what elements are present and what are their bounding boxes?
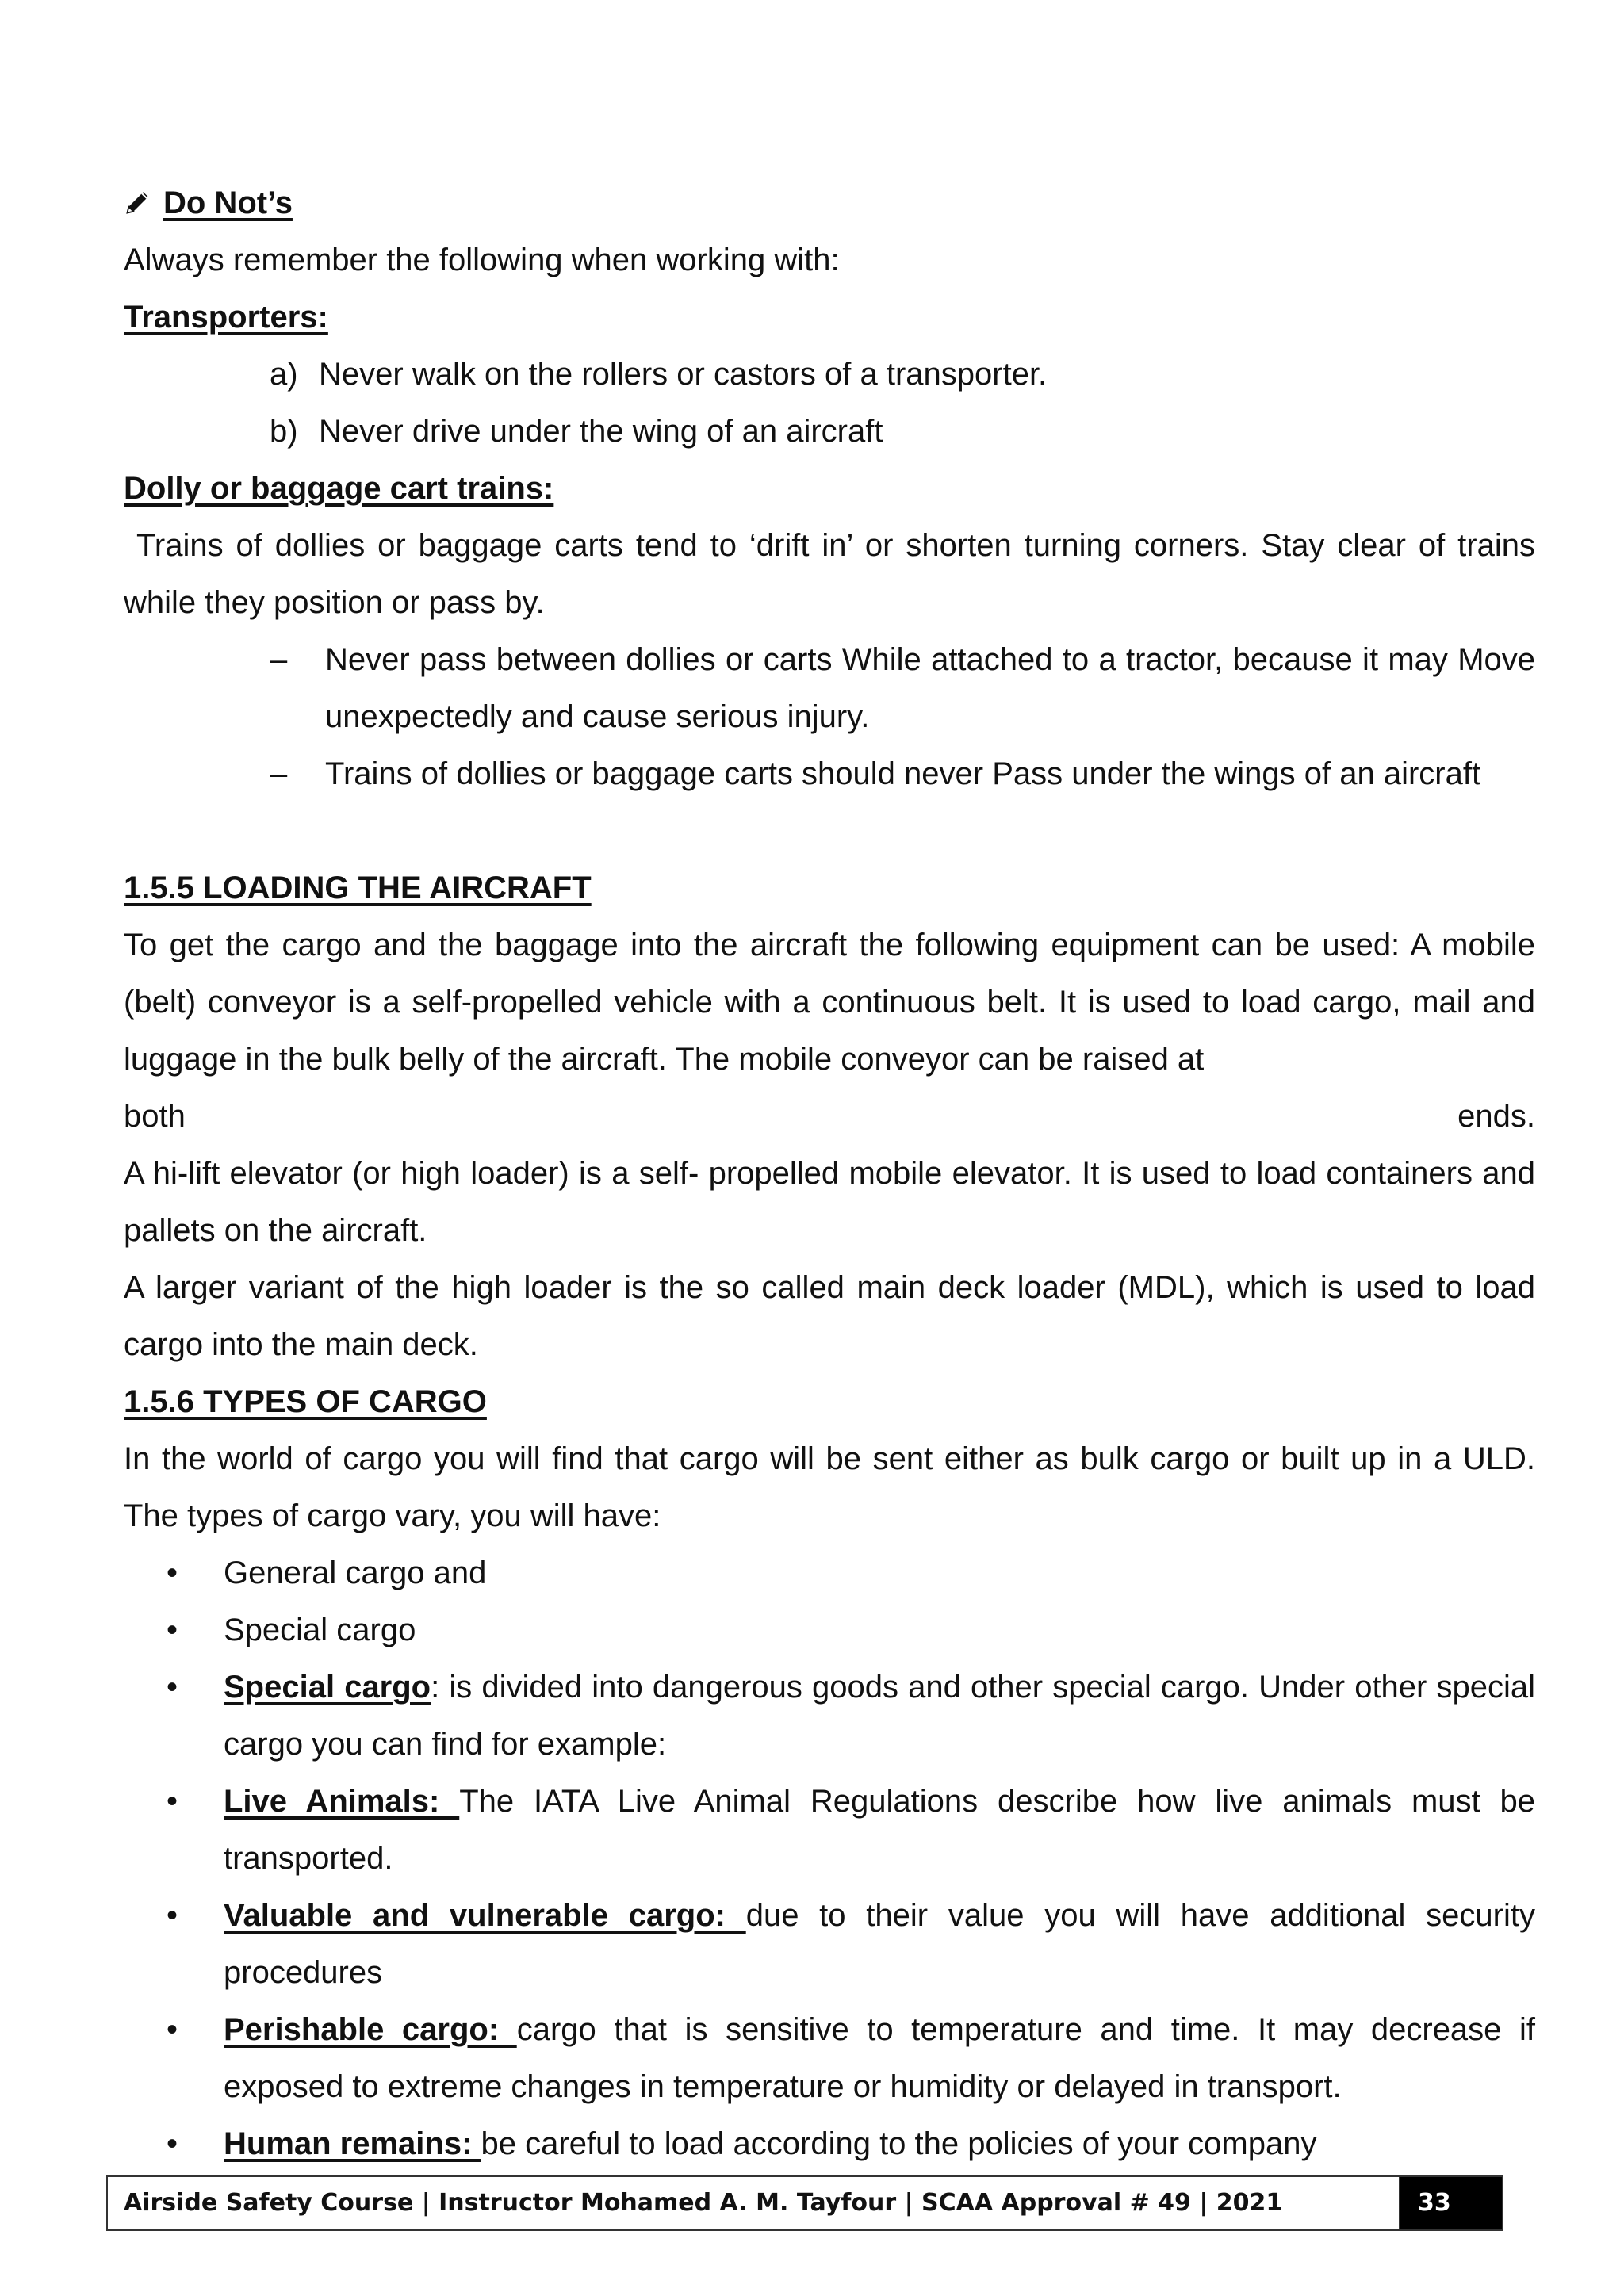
bullet-marker: • <box>167 2126 178 2161</box>
page-number: 33 <box>1400 2177 1502 2229</box>
list-item-body: : is divided into dangerous goods and other special cargo. Under other special cargo you can find for example: <box>224 1670 1535 1762</box>
list-item-text <box>224 1544 1535 1601</box>
loading-paragraph-2: A hi-lift elevator (or high loader) is a self- propelled mobile elevator. It is used to load containers and pallets on the aircraft. <box>124 1156 1535 1248</box>
list-item <box>167 2115 1535 2172</box>
list-item-text <box>224 2001 1535 2115</box>
list-item-text: Never drive under the wing of an aircraft <box>319 414 883 449</box>
list-marker: b) <box>270 414 298 449</box>
loading-end-left: both <box>124 1099 186 1134</box>
list-item-term: Human remains: <box>224 2126 481 2161</box>
list-item-body: Special cargo <box>224 1613 416 1647</box>
dolly-list <box>124 631 1535 802</box>
loading-heading: 1.5.5 LOADING THE AIRCRAFT <box>124 871 592 905</box>
list-item-text <box>224 1601 1535 1659</box>
list-item <box>167 1773 1535 1887</box>
section-spacer <box>124 802 1535 859</box>
list-item <box>167 2001 1535 2115</box>
list-item-term: Perishable cargo: <box>224 2012 517 2047</box>
list-marker: – <box>270 756 288 791</box>
list-item-term: Special cargo <box>224 1670 431 1705</box>
list-item <box>270 745 1535 802</box>
loading-paragraph-1-end <box>124 1088 1535 1145</box>
list-item-body: The IATA Live Animal Regulations describe how live animals must be transported. <box>224 1784 1535 1876</box>
list-item-body: be careful to load according to the policies of your company <box>481 2126 1317 2161</box>
types-intro: In the world of cargo you will find that cargo will be sent either as bulk cargo or built up in a ULD. The types of cargo vary, you will have: <box>124 1441 1535 1533</box>
bullet-marker: • <box>167 1898 178 1933</box>
loading-end-right: ends. <box>1457 1099 1535 1134</box>
bullet-marker: • <box>167 1556 178 1590</box>
list-item-text <box>224 2115 1535 2172</box>
bullet-marker: • <box>167 2012 178 2047</box>
list-item-term: Valuable and vulnerable cargo: <box>224 1898 746 1933</box>
loading-paragraph-1: To get the cargo and the baggage into the aircraft the following equipment can be used: A mobile (belt) conveyor is a self-propelled vehicle with a continuous belt. It is used to load cargo, mail and luggage in the bulk belly of the aircraft. The mobile conveyor can be raised at <box>124 928 1535 1077</box>
do-nots-heading <box>124 174 1535 232</box>
list-item <box>270 346 1535 403</box>
dolly-intro: Trains of dollies or baggage carts tend to ‘drift in’ or shorten turning corners. Stay clear of trains while they position or pass by. <box>124 528 1545 620</box>
list-item-text <box>224 1887 1535 2001</box>
list-item-body: General cargo and <box>224 1556 487 1590</box>
list-item <box>167 1887 1535 2001</box>
list-item-text <box>224 1659 1535 1773</box>
do-nots-intro: Always remember the following when working with: <box>124 243 840 277</box>
types-list <box>124 1544 1535 2172</box>
page-footer <box>106 2175 1503 2231</box>
bullet-marker: • <box>167 1784 178 1819</box>
pencil-icon <box>124 188 152 216</box>
bullet-marker: • <box>167 1670 178 1705</box>
list-item-text: Never pass between dollies or carts While attached to a tractor, because it may Move unexpectedly and cause serious injury. <box>325 642 1535 734</box>
list-item-text: Trains of dollies or baggage carts should never Pass under the wings of an aircraft <box>325 756 1481 791</box>
document-page <box>124 174 1545 2172</box>
loading-paragraph-3: A larger variant of the high loader is the so called main deck loader (MDL), which is used to load cargo into the main deck. <box>124 1270 1535 1362</box>
transporters-heading: Transporters: <box>124 300 328 335</box>
list-item-body: due to their value you will have additional security procedures <box>224 1898 1535 1990</box>
list-item <box>270 403 1535 460</box>
dolly-heading: Dolly or baggage cart trains: <box>124 471 554 506</box>
footer-course-info: Airside Safety Course | Instructor Mohamed A. M. Tayfour | SCAA Approval # 49 | 2021 <box>108 2177 1400 2229</box>
list-item <box>270 631 1535 745</box>
list-item <box>167 1601 1535 1659</box>
bullet-marker: • <box>167 1613 178 1647</box>
do-nots-heading-text: Do Not’s <box>163 186 293 220</box>
list-item <box>167 1544 1535 1601</box>
list-marker: – <box>270 642 288 677</box>
list-item-body: cargo that is sensitive to temperature and time. It may decrease if exposed to extreme changes in temperature or humidity or delayed in transport. <box>224 2012 1535 2104</box>
transporters-list <box>124 346 1535 460</box>
types-heading: 1.5.6 TYPES OF CARGO <box>124 1384 487 1419</box>
list-item-text: Never walk on the rollers or castors of a transporter. <box>319 357 1048 392</box>
list-marker: a) <box>270 357 298 392</box>
list-item-term: Live Animals: <box>224 1784 460 1819</box>
list-item-text <box>224 1773 1535 1887</box>
list-item <box>167 1659 1535 1773</box>
